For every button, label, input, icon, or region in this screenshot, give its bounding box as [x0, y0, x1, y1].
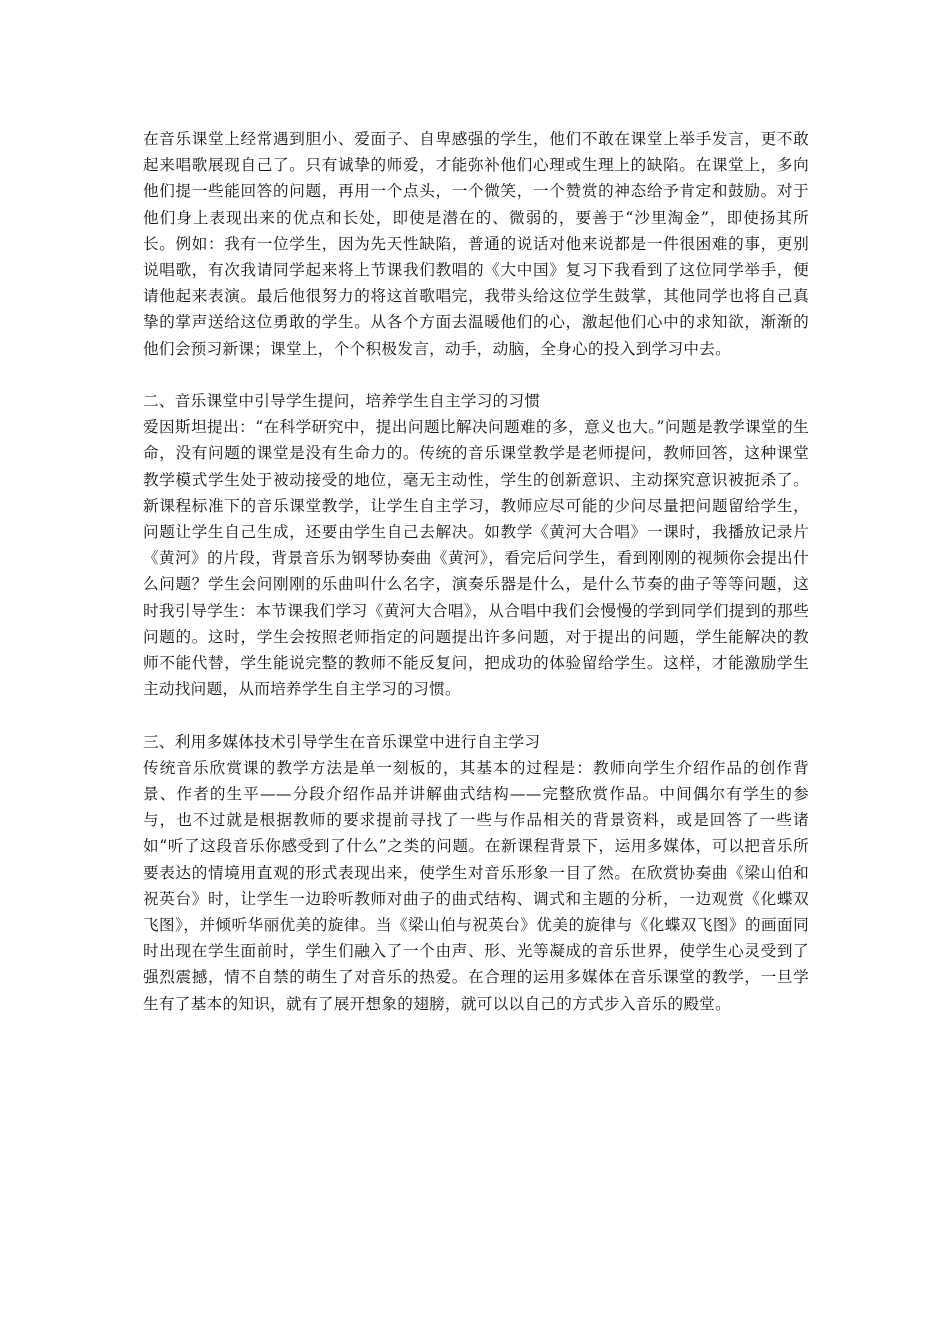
section2-heading: 二、音乐课堂中引导学生提问，培养学生自主学习的习惯: [143, 392, 541, 411]
section2-paragraph: 爱因斯坦提出：“在科学研究中，提出问题比解决问题难的多，意义也大。”问题是教学课堂的生命，没有问题的课堂是没有生命力的。传统的音乐课堂教学是老师提问，教师回答，这种课堂教学模式学生处于被动接受的地位，毫无主动性，学生的创新意识、主动探究意识被扼杀了。新课程标准下的音乐课堂教学，让学生自主学习，教师应尽可能的少问尽量把问题留给学生，问题让学生自己生成，还要由学生自己去解决。如教学《黄河大合唱》一课时，我播放记录片《黄河》的片段，背景音乐为钢琴协奏曲《黄河》，看完后问学生，看到刚刚的视频你会提出什么问题？学生会问刚刚的乐曲叫什么名字，演奏乐器是什么，是什么节奏的曲子等等问题，这时我引导学生：本节课我们学习《黄河大合唱》，从合唱中我们会慢慢的学到同学们提到的那些问题的。这时，学生会按照老师指定的问题提出许多问题，对于提出的问题，学生能解决的教师不能代替，学生能说完整的教师不能反复问，把成功的体验留给学生。这样，才能激励学生主动找问题，从而培养学生自主学习的习惯。: [143, 418, 809, 699]
document-page: [143, 126, 809, 1017]
section3-heading: 三、利用多媒体技术引导学生在音乐课堂中进行自主学习: [143, 732, 541, 751]
section1-paragraph: 在音乐课堂上经常遇到胆小、爱面子、自卑感强的学生，他们不敢在课堂上举手发言，更不敢起来唱歌展现自己了。只有诚挚的师爱，才能弥补他们心理或生理上的缺陷。在课堂上，多向他们提一些能回答的问题，再用一个点头，一个微笑，一个赞赏的神态给予肯定和鼓励。对于他们身上表现出来的优点和长处，即使是潜在的、微弱的，要善于“沙里淘金”，即使扬其所长。例如：我有一位学生，因为先天性缺陷，普通的说话对他来说都是一件很困难的事，更别说唱歌，有次我请同学起来将上节课我们教唱的《大中国》复习下我看到了这位同学举手，便请他起来表演。最后他很努力的将这首歌唱完，我带头给这位学生鼓掌，其他同学也将自己真挚的掌声送给这位勇敢的学生。从各个方面去温暖他们的心，激起他们心中的求知欲，渐渐的他们会预习新课；课堂上，个个积极发言，动手，动脑，全身心的投入到学习中去。: [143, 130, 809, 358]
paragraph-spacer: [143, 702, 809, 728]
section3-paragraph: 传统音乐欣赏课的教学方法是单一刻板的，其基本的过程是：教师向学生介绍作品的创作背景、作者的生平——分段介绍作品并讲解曲式结构——完整欣赏作品。中间偶尔有学生的参与，也不过就是根据教师的要求提前寻找了一些与作品相关的背景资料，或是回答了一些诸如“听了这段音乐你感受到了什么”之类的问题。在新课程背景下，运用多媒体，可以把音乐所要表达的情境用直观的形式表现出来，使学生对音乐形象一目了然。在欣赏协奏曲《梁山伯和祝英台》时，让学生一边聆听教师对曲子的曲式结构、调式和主题的分析，一边观赏《化蝶双飞图》，并倾听华丽优美的旋律。当《梁山伯与祝英台》优美的旋律与《化蝶双飞图》的画面同时出现在学生面前时，学生们融入了一个由声、形、光等凝成的音乐世界，使学生心灵受到了强烈震撼，情不自禁的萌生了对音乐的热爱。在合理的运用多媒体在音乐课堂的教学，一旦学生有了基本的知识，就有了展开想象的翅膀，就可以以自己的方式步入音乐的殿堂。: [143, 758, 809, 1013]
paragraph-spacer: [143, 362, 809, 388]
